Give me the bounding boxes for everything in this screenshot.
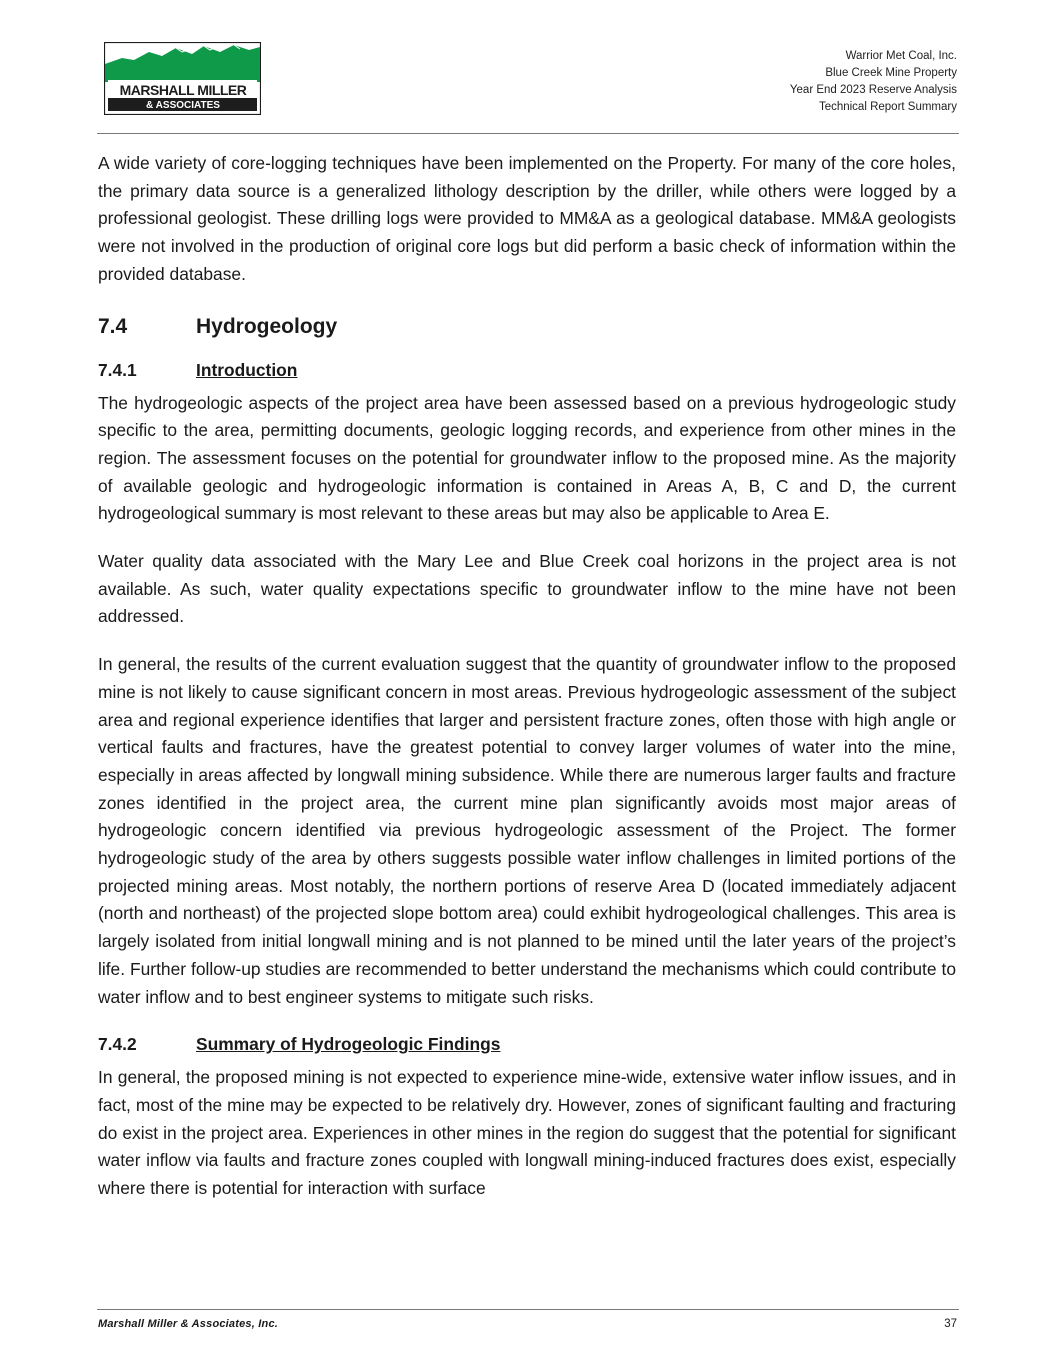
- logo-subtext: & ASSOCIATES: [146, 100, 220, 111]
- subsection-heading-introduction: [98, 357, 956, 383]
- page-number: 37: [944, 1318, 957, 1330]
- subsection-number: 7.4.1: [98, 359, 137, 380]
- section-heading: [98, 313, 956, 341]
- logo-wordmark: MARSHALL MILLER: [119, 82, 247, 98]
- subsection-heading-findings: [98, 1031, 956, 1057]
- header-report-type: Technical Report Summary: [818, 101, 957, 113]
- document-header: [790, 48, 957, 116]
- paragraph: In general, the results of the current evaluation suggest that the quantity of groundwater inflow to the proposed mine is not likely to cause significant concern in most areas. Previous hydrogeologic assessment of the subject area and regional experience identifies that larger and persistent fracture zones, often those with high angle or vertical faults and fractures, have the greatest potential to convey larger volumes of water into the mine, especially in areas affected by longwall mining subsidence. While there are numerous larger faults and fracture zones identified in the project area, the current mine plan significantly avoids most major areas of hydrogeologic concern identified via previous hydrogeologic assessment of the Project. The former hydrogeologic study of the area by others suggests possible water inflow challenges in limited portions of the projected mining areas. Most notably, the northern portions of reserve Area D (located immediately adjacent (north and northeast) of the projected slope bottom area) could exhibit hydrogeological challenges. This area is largely isolated from initial longwall mining and is not planned to be mined until the later years of the project’s life. Further follow-up studies are recommended to better understand the mechanisms which could contribute to water inflow and to best engineer systems to mitigate such risks.: [98, 654, 956, 1007]
- footer-company: Marshall Miller & Associates, Inc.: [98, 1318, 279, 1330]
- header-divider: [97, 133, 959, 134]
- paragraph: Water quality data associated with the Mary Lee and Blue Creek coal horizons in the project area is not available. As such, water quality expectations specific to groundwater inflow to the mine have not been addressed.: [98, 551, 956, 627]
- page-body: [98, 150, 956, 1203]
- paragraph: In general, the proposed mining is not expected to experience mine-wide, extensive water inflow issues, and in fact, most of the mine may be expected to be relatively dry. However, zones of significant faulting and fracturing do exist in the project area. Experiences in other mines in the region do suggest that the potential for significant water inflow via faults and fracture zones coupled with longwall mining-induced fractures does exist, especially where there is potential for interaction with surface: [98, 1067, 956, 1199]
- header-company: Warrior Met Coal, Inc.: [845, 50, 957, 62]
- section-title: Hydrogeology: [196, 314, 338, 338]
- subsection-title: Introduction: [196, 359, 298, 380]
- subsection-title: Summary of Hydrogeologic Findings: [196, 1034, 501, 1055]
- header-property: Blue Creek Mine Property: [825, 67, 957, 79]
- marshall-miller-logo: [104, 42, 261, 115]
- paragraph: The hydrogeologic aspects of the project area have been assessed based on a previous hydrogeologic study specific to the area, permitting documents, geologic logging records, and experience from other mines in the region. The assessment focuses on the potential for groundwater inflow to the proposed mine. As the majority of available geologic and hydrogeologic information is contained in Areas A, B, C and D, the current hydrogeological summary is most relevant to these areas but may also be applicable to Area E.: [98, 392, 956, 524]
- footer-divider: [97, 1309, 959, 1310]
- subsection-number: 7.4.2: [98, 1034, 137, 1055]
- section-number: 7.4: [98, 314, 128, 338]
- intro-paragraph: A wide variety of core-logging techniques have been implemented on the Property. For many of the core holes, the primary data source is a generalized lithology description by the driller, while others were logged by a professional geologist. These drilling logs were provided to MM&A as a geological database. MM&A geologists were not involved in the production of original core logs but did perform a basic check of information within the provided database.: [98, 153, 956, 284]
- header-report-year: Year End 2023 Reserve Analysis: [789, 84, 957, 96]
